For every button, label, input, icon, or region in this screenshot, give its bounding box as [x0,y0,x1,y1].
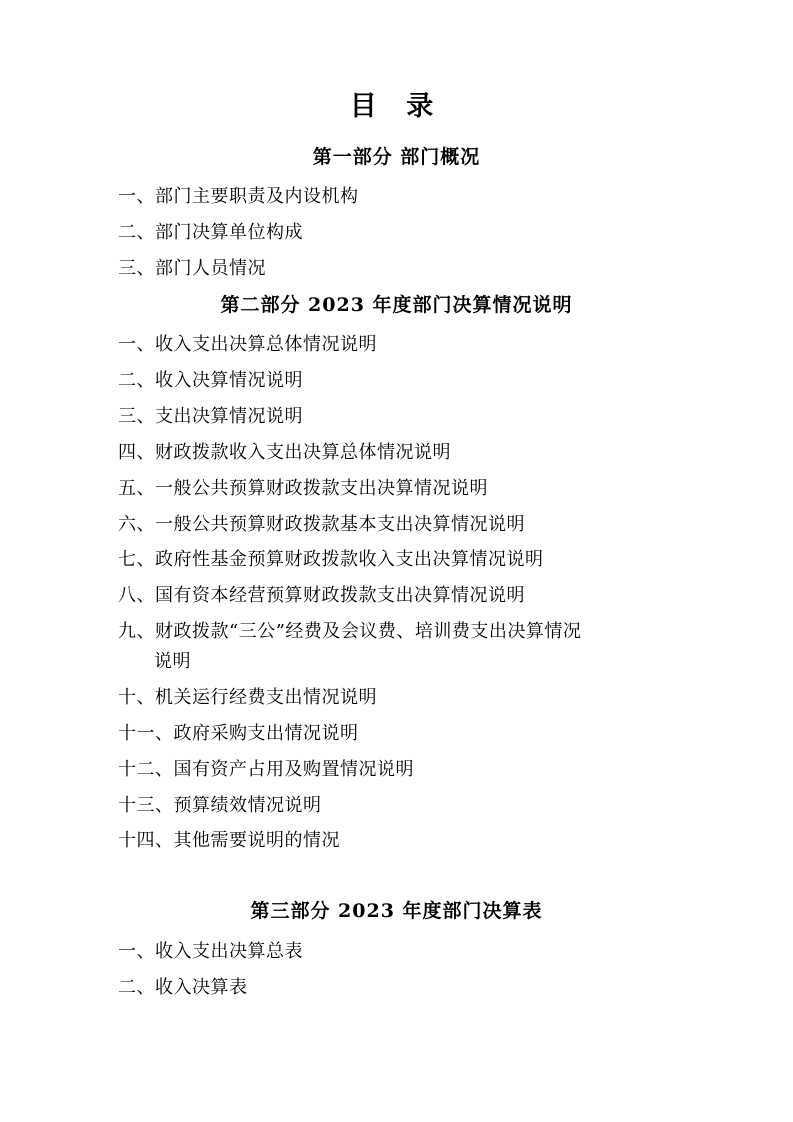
toc-entry-number: 十四、 [118,830,174,852]
toc-entry[interactable] [84,791,709,821]
toc-entry-label: 部门主要职责及内设机构 [155,186,359,208]
toc-entry-number: 四、 [118,441,155,463]
toc-entry-number: 八、 [118,585,155,607]
toc-entry-number: 十三、 [118,794,174,816]
toc-section-part-three [84,896,709,1002]
toc-entry[interactable] [84,218,709,248]
toc-entry-number: 六、 [118,513,155,535]
toc-entry-label: 机关运行经费支出情况说明 [155,686,377,708]
toc-section-part-one [84,142,709,284]
toc-entry-number: 一、 [118,940,155,962]
toc-entry[interactable] [84,254,709,284]
toc-entry-label: 部门人员情况 [155,257,266,279]
toc-entry[interactable] [84,683,709,713]
toc-entry-label: 收入支出决算总体情况说明 [155,334,377,356]
toc-entry-label: 一般公共预算财政拨款基本支出决算情况说明 [155,513,525,535]
toc-entry-number: 七、 [118,549,155,571]
part-heading-one: 第一部分 部门概况 [312,145,481,168]
toc-entry-label: 支出决算情况说明 [155,405,303,427]
toc-entry[interactable] [84,581,709,611]
toc-entry-number: 十、 [118,686,155,708]
toc-entry-label: 财政拨款收入支出决算总体情况说明 [155,441,451,463]
toc-entry-label: 国有资产占用及购置情况说明 [173,758,414,780]
toc-section-part-two [84,290,709,857]
toc-entry-label: 其他需要说明的情况 [173,830,340,852]
toc-entry-number: 九、 [118,621,155,643]
part-heading-three: 第三部分 2023 年度部门决算表 [250,900,543,923]
toc-entry-number: 一、 [118,186,155,208]
toc-entry[interactable] [84,617,709,677]
part-heading-two: 第二部分 2023 年度部门决算情况说明 [220,293,573,316]
toc-entry-number: 二、 [118,222,155,244]
toc-entry-label: 预算绩效情况说明 [173,794,322,816]
toc-entry[interactable] [84,755,709,785]
toc-entry[interactable] [84,182,709,212]
toc-entry[interactable] [84,510,709,540]
toc-entry[interactable] [84,438,709,468]
toc-entry-label: 政府性基金预算财政拨款收入支出决算情况说明 [155,549,544,571]
toc-entry[interactable] [84,719,709,749]
toc-entry-label: 一般公共预算财政拨款支出决算情况说明 [155,477,488,499]
toc-entry-label: 收入决算表 [155,976,248,998]
toc-entry[interactable] [84,474,709,504]
toc-entry-number: 三、 [118,257,155,279]
toc-entry[interactable] [84,366,709,396]
toc-entry[interactable] [84,330,709,360]
toc-entry-label: 政府采购支出情况说明 [173,722,359,744]
toc-entry-number: 一、 [118,334,155,356]
toc-entry-label: 财政拨款“三公”经费及会议费、培训费支出决算情况 [155,621,582,643]
toc-entry-label: 部门决算单位构成 [155,222,303,244]
toc-entry-label: 收入支出决算总表 [155,940,303,962]
toc-entry-label: 国有资本经营预算财政拨款支出决算情况说明 [155,585,525,607]
toc-entry-number: 十一、 [118,722,174,744]
toc-entry[interactable] [84,973,709,1003]
page-title: 目 录 [349,91,444,122]
toc-entry[interactable] [84,826,709,856]
toc-entry-number: 五、 [118,477,155,499]
toc-entry-number: 二、 [118,976,155,998]
toc-entry-number: 二、 [118,370,155,392]
toc-entry[interactable] [84,937,709,967]
toc-entry[interactable] [84,402,709,432]
toc-entry-label-continued: 说明 [154,651,191,673]
toc-entry[interactable] [84,545,709,575]
toc-entry-label: 收入决算情况说明 [155,370,303,392]
toc-entry-number: 三、 [118,405,155,427]
toc-entry-number: 十二、 [118,758,174,780]
